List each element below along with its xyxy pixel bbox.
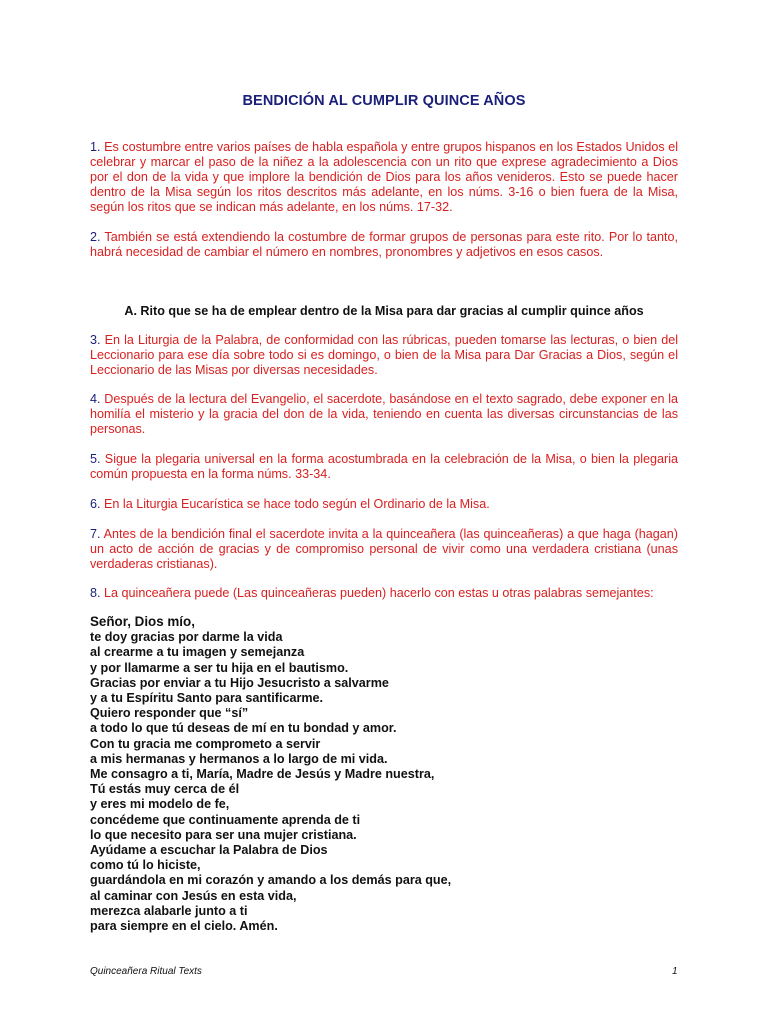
prayer-text xyxy=(90,614,610,934)
paragraph-number: 4. xyxy=(90,392,101,406)
prayer-line: y eres mi modelo de fe, xyxy=(90,797,230,812)
paragraph-number: 6. xyxy=(90,497,101,511)
prayer-line: a mis hermanas y hermanos a lo largo de mi vida. xyxy=(90,751,388,766)
paragraph-text: En la Liturgia Eucarística se hace todo según el Ordinario de la Misa. xyxy=(104,497,490,511)
prayer-line: y a tu Espíritu Santo para santificarme. xyxy=(90,691,324,706)
paragraph-8 xyxy=(90,586,678,601)
paragraph-number: 5. xyxy=(90,452,101,466)
footer-label: Quinceañera Ritual Texts xyxy=(90,966,202,977)
prayer-line: Me consagro a ti, María, Madre de Jesús y Madre nuestra, xyxy=(90,767,435,782)
paragraph-6 xyxy=(90,497,678,512)
prayer-line: como tú lo hiciste, xyxy=(90,858,201,873)
prayer-line: lo que necesito para ser una mujer cristiana. xyxy=(90,827,357,842)
prayer-line: Tú estás muy cerca de él xyxy=(90,782,240,797)
paragraph-text: Antes de la bendición final el sacerdote invita a la quinceañera (las quinceañeras) a que haga (hagan) un acto de acción de gracias y de compromiso personal de vivir como una verdadera cristiana (unas verdaderas cristianas). xyxy=(90,527,679,571)
prayer-line: al crearme a tu imagen y semejanza xyxy=(90,645,305,660)
prayer-line: al caminar con Jesús en esta vida, xyxy=(90,888,297,903)
section-heading: A. Rito que se ha de emplear dentro de la Misa para dar gracias al cumplir quince años xyxy=(124,304,644,318)
prayer-line: Quiero responder que “sí” xyxy=(90,706,249,721)
paragraph-number: 1. xyxy=(90,140,101,154)
paragraph-number: 7. xyxy=(90,527,101,541)
paragraph-text: Después de la lectura del Evangelio, el sacerdote, basándose en el texto sagrado, debe exponer en la homilía el misterio y la gracia del don de la vida, teniendo en cuenta las diversas circunstancias de las personas. xyxy=(90,392,679,436)
prayer-line: merezca alabarle junto a ti xyxy=(90,903,248,918)
prayer-line: y por llamarme a ser tu hija en el bautismo. xyxy=(90,660,349,675)
paragraph-text: En la Liturgia de la Palabra, de conformidad con las rúbricas, pueden tomarse las lecturas, o bien del Leccionario para ese día sobre todo si es domingo, o bien de la Misa para Dar Gracias a Dios, según el Leccionario de las Misas por diversas necesidades. xyxy=(90,333,679,377)
prayer-line: para siempre en el cielo. Amén. xyxy=(90,919,278,934)
prayer-line: Con tu gracia me comprometo a servir xyxy=(90,736,321,751)
paragraph-number: 2. xyxy=(90,230,101,244)
prayer-line: Señor, Dios mío, xyxy=(90,614,195,629)
page-number: 1 xyxy=(672,966,678,977)
paragraph-text: La quinceañera puede (Las quinceañeras pueden) hacerlo con estas u otras palabras semejantes: xyxy=(104,586,654,600)
paragraph-3 xyxy=(90,333,678,378)
paragraph-text: Sigue la plegaria universal en la forma acostumbrada en la celebración de la Misa, o bien la plegaria común propuesta en la forma núms. 33-34. xyxy=(90,452,678,481)
paragraph-2 xyxy=(90,230,678,260)
prayer-line: concédeme que continuamente aprenda de ti xyxy=(90,812,361,827)
paragraph-text: Es costumbre entre varios países de habla española y entre grupos hispanos en los Estados Unidos el celebrar y marcar el paso de la niñez a la adolescencia con un rito que exprese agradecimiento a Dios por el don de la vida y que implore la bendición de Dios para los años venideros. Esto se puede hacer dentro de la Misa según los ritos descritos más adelante, en los núms. 3-16 o bien fuera de la Misa, según los ritos que se indican más adelante, en los núms. 17-32. xyxy=(90,140,679,214)
paragraph-number: 8. xyxy=(90,586,101,600)
document-title: BENDICIÓN AL CUMPLIR QUINCE AÑOS xyxy=(242,93,526,109)
paragraph-1 xyxy=(90,140,678,215)
prayer-line: guardándola en mi corazón y amando a los demás para que, xyxy=(90,873,452,888)
paragraph-7 xyxy=(90,527,678,572)
prayer-line: Ayúdame a escuchar la Palabra de Dios xyxy=(90,843,328,858)
prayer-line: te doy gracias por darme la vida xyxy=(90,630,283,645)
prayer-line: a todo lo que tú deseas de mí en tu bondad y amor. xyxy=(90,721,397,736)
paragraph-4 xyxy=(90,392,678,437)
paragraph-5 xyxy=(90,452,678,482)
prayer-line: Gracias por enviar a tu Hijo Jesucristo a salvarme xyxy=(90,675,389,690)
paragraph-number: 3. xyxy=(90,333,101,347)
paragraph-text: También se está extendiendo la costumbre de formar grupos de personas para este rito. Por lo tanto, habrá necesidad de cambiar el número en nombres, pronombres y adjetivos en esos casos. xyxy=(90,230,678,259)
